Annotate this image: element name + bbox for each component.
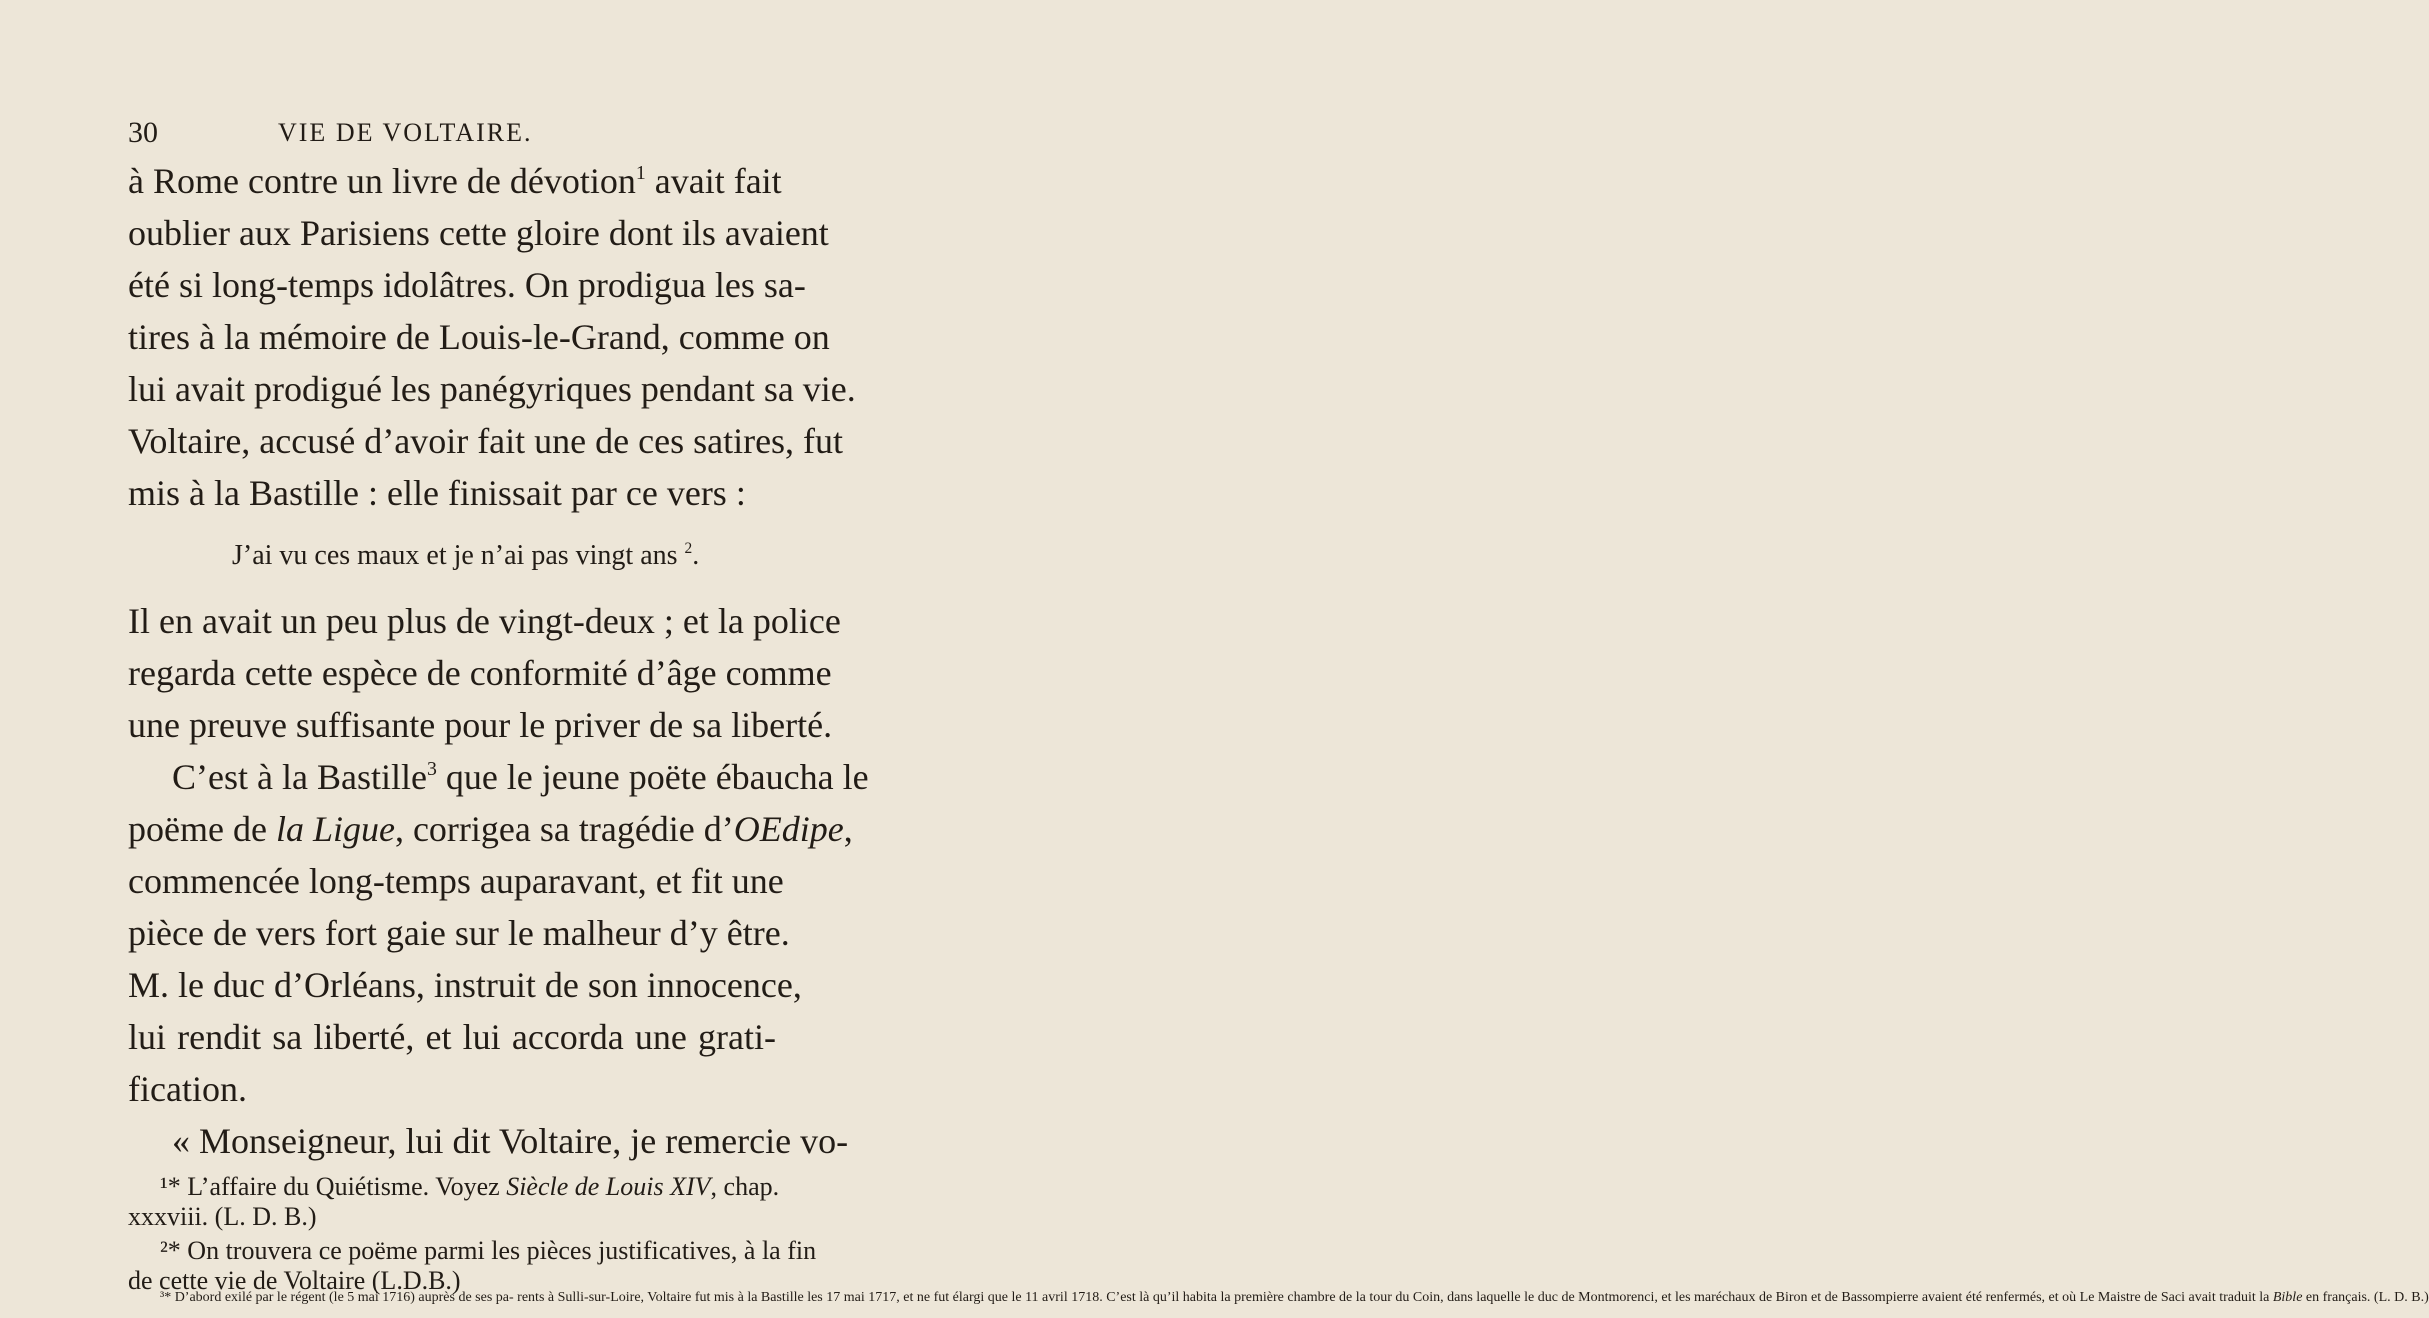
italic-title: OEdipe [733,809,844,849]
footnote-ref: 1 [635,162,646,185]
running-title: VIE DE VOLTAIRE. [278,118,533,147]
verse-quote: J’ai vu ces maux et je n’ai pas vingt ans $^2$. [232,540,700,571]
body-line: lui rendit sa liberté, et lui accorda une grati- [128,1017,776,1057]
italic-title: la Ligue [275,809,395,849]
footnote-line: de cette vie de Voltaire (L.D.B.) [128,1266,461,1295]
body-line: une preuve suffisante pour le priver de sa liberté. [128,705,833,745]
body-line: M. le duc d’Orléans, instruit de son innocence, [128,965,802,1005]
body-line: poëme de la Ligue, corrigea sa tragédie d’OEdipe, [128,809,853,849]
footnote-line: ²* On trouvera ce poëme parmi les pièces justificatives, à la fin [160,1236,817,1265]
footnote-ref: 2 [684,540,693,558]
body-line: regarda cette espèce de conformité d’âge comme [128,653,832,693]
body-line: « Monseigneur, lui dit Voltaire, je remercie vo- [172,1121,849,1161]
page-header [128,116,788,156]
body-line: lui avait prodigué les panégyriques pendant sa vie. [128,369,856,409]
body-line: oublier aux Parisiens cette gloire dont ils avaient [128,213,829,253]
page-number: 30 [128,116,158,149]
body-line: fication. [128,1069,247,1109]
body-line: Il en avait un peu plus de vingt-deux ; et la police [128,601,841,641]
body-line: commencée long-temps auparavant, et fit une [128,861,784,901]
body-line: tires à la mémoire de Louis-le-Grand, comme on [128,317,830,357]
footnote-ref: 3 [426,758,437,781]
body-line: C’est à la Bastille$^3$ que le jeune poëte ébaucha le [172,757,869,797]
footnote-line: ¹* L’affaire du Quiétisme. Voyez Siècle de Louis XIV, chap. [160,1172,780,1201]
footnote-line: xxxviii. (L. D. B.) [128,1202,317,1231]
body-line: mis à la Bastille : elle finissait par ce vers : [128,473,746,513]
body-line: Voltaire, accusé d’avoir fait une de ces satires, fut [128,421,844,461]
body-line: pièce de vers fort gaie sur le malheur d’y être. [128,913,790,953]
footnote-line: ³* D’abord exilé par le régent (le 5 mai 1716) auprès de ses pa- rents à Sulli-sur-Loire, Voltaire fut mis à la Bastille les 17 mai 1717, et ne fut élargi que le 11 avril 1718. C’est là qu’il habita la première chambre de la tour du Coin, dans laquelle le duc de Montmorenci, et les maréchaux de Biron et de Bassompierre avaient été renfermés, et où Le Maistre de Saci avait traduit la Bible en français. (L. D. B.) [160,1290,2429,1305]
body-line: été si long-temps idolâtres. On prodigua les sa- [128,265,806,305]
body-line: à Rome contre un livre de dévotion$^1$ avait fait [128,161,782,201]
